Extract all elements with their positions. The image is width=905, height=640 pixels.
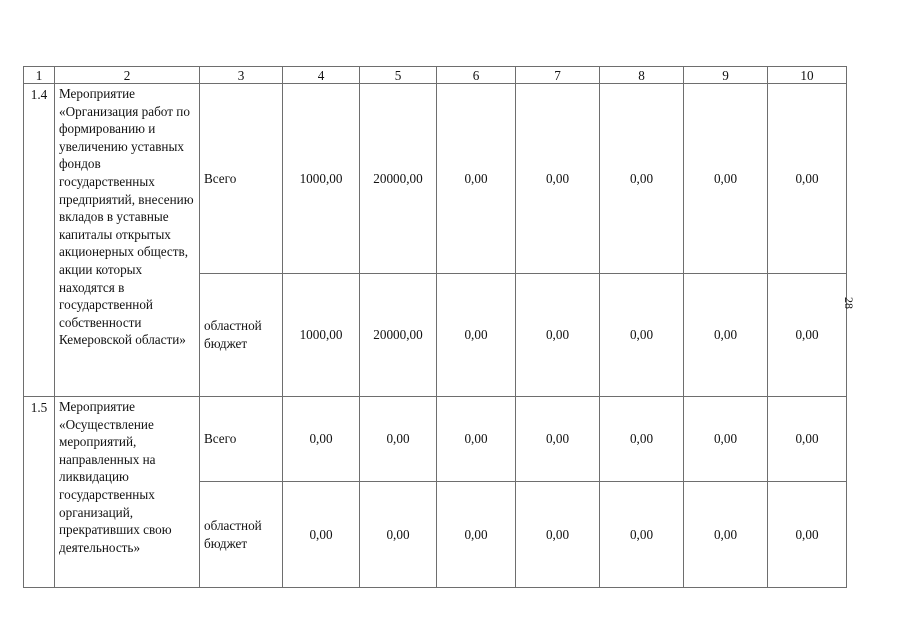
row-number: 1.4 bbox=[24, 84, 55, 397]
table-cell: 20000,00 bbox=[360, 274, 437, 397]
row-number: 1.5 bbox=[24, 397, 55, 588]
funding-source: областной бюджет bbox=[200, 482, 283, 588]
funding-source: Всего bbox=[200, 84, 283, 274]
table-cell: 1000,00 bbox=[283, 84, 360, 274]
measure-name-text: Мероприятие «Организация работ по формированию и увеличению уставных фондов государственных предприятий, внесению вкладов в уставные капиталы открытых акционерных обществ, акции которых находятся в государственной собственности Кемеровской области» bbox=[59, 86, 194, 348]
table-row bbox=[24, 397, 847, 482]
table-cell: 20000,00 bbox=[360, 84, 437, 274]
table-cell: 0,00 bbox=[283, 397, 360, 482]
column-header: 3 bbox=[200, 67, 283, 84]
funding-source: областной бюджет bbox=[200, 274, 283, 397]
table-cell: 0,00 bbox=[600, 84, 684, 274]
measure-name bbox=[55, 397, 200, 588]
column-header: 4 bbox=[283, 67, 360, 84]
budget-table bbox=[23, 66, 847, 588]
table-cell: 0,00 bbox=[768, 84, 847, 274]
column-header: 7 bbox=[516, 67, 600, 84]
table-cell: 0,00 bbox=[437, 482, 516, 588]
table-cell: 0,00 bbox=[684, 397, 768, 482]
table-cell: 0,00 bbox=[684, 274, 768, 397]
table-cell: 0,00 bbox=[516, 397, 600, 482]
table-row bbox=[24, 84, 847, 274]
table-cell: 0,00 bbox=[516, 482, 600, 588]
table-header-row bbox=[24, 67, 847, 84]
table-cell: 0,00 bbox=[768, 397, 847, 482]
table-cell: 0,00 bbox=[600, 274, 684, 397]
table-cell: 0,00 bbox=[360, 397, 437, 482]
table-cell: 0,00 bbox=[360, 482, 437, 588]
table-cell: 0,00 bbox=[684, 84, 768, 274]
table-cell: 0,00 bbox=[768, 482, 847, 588]
column-header: 5 bbox=[360, 67, 437, 84]
table-cell: 0,00 bbox=[437, 397, 516, 482]
measure-name-text: Мероприятие «Осуществление мероприятий, направленных на ликвидацию государственных организаций, прекративших свою деятельность» bbox=[59, 399, 172, 555]
column-header: 10 bbox=[768, 67, 847, 84]
funding-source: Всего bbox=[200, 397, 283, 482]
table-cell: 0,00 bbox=[516, 274, 600, 397]
table-cell: 0,00 bbox=[437, 274, 516, 397]
table-cell: 0,00 bbox=[768, 274, 847, 397]
table-cell: 0,00 bbox=[283, 482, 360, 588]
column-header: 1 bbox=[24, 67, 55, 84]
table-cell: 0,00 bbox=[600, 482, 684, 588]
page-number: 28 bbox=[842, 297, 856, 309]
table-cell: 0,00 bbox=[516, 84, 600, 274]
measure-name bbox=[55, 84, 200, 397]
table-cell: 1000,00 bbox=[283, 274, 360, 397]
table-cell: 0,00 bbox=[600, 397, 684, 482]
table-cell: 0,00 bbox=[684, 482, 768, 588]
column-header: 8 bbox=[600, 67, 684, 84]
column-header: 2 bbox=[55, 67, 200, 84]
table-cell: 0,00 bbox=[437, 84, 516, 274]
column-header: 6 bbox=[437, 67, 516, 84]
column-header: 9 bbox=[684, 67, 768, 84]
